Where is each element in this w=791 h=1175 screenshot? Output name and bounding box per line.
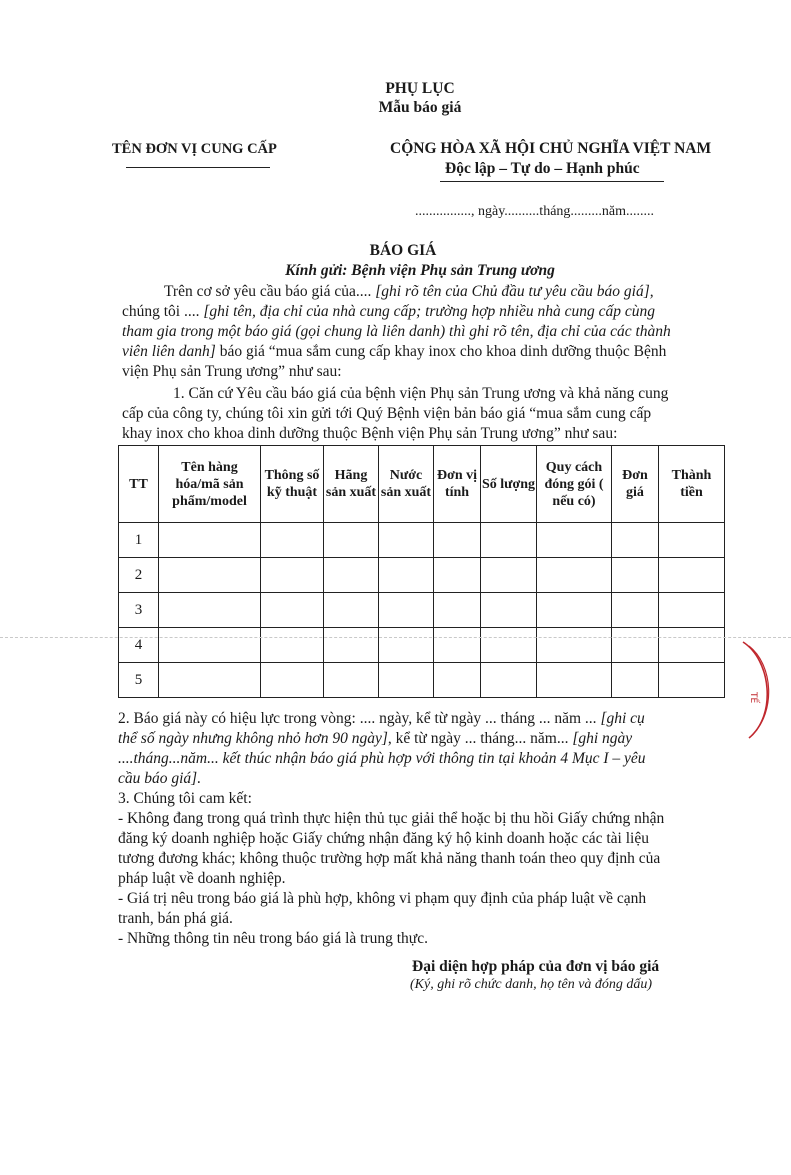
- cell-total[interactable]: [659, 593, 725, 628]
- document-title: BÁO GIÁ: [369, 242, 437, 259]
- header-product-name: Tên hàng hóa/mã sản phẩm/model: [159, 446, 261, 523]
- cell-unit[interactable]: [434, 558, 481, 593]
- cell-product[interactable]: [159, 523, 261, 558]
- cell-packaging[interactable]: [537, 628, 612, 663]
- motto-underline: [440, 181, 664, 182]
- cell-product[interactable]: [159, 663, 261, 698]
- country-name: CỘNG HÒA XÃ HỘI CHỦ NGHĨA VIỆT NAM: [390, 140, 712, 157]
- row-number: 4: [119, 628, 159, 663]
- header-unit-price: Đơn giá: [612, 446, 659, 523]
- cell-total[interactable]: [659, 558, 725, 593]
- cell-total[interactable]: [659, 663, 725, 698]
- table-row: [119, 628, 725, 663]
- table-row: [119, 593, 725, 628]
- appendix-title: PHỤ LỤC: [385, 80, 455, 97]
- cell-spec[interactable]: [261, 663, 324, 698]
- cell-quantity[interactable]: [481, 558, 537, 593]
- cell-total[interactable]: [659, 523, 725, 558]
- cell-product[interactable]: [159, 558, 261, 593]
- cell-unit[interactable]: [434, 593, 481, 628]
- cell-country[interactable]: [379, 628, 434, 663]
- header-total: Thành tiền: [659, 446, 725, 523]
- cell-unit[interactable]: [434, 628, 481, 663]
- cell-spec[interactable]: [261, 558, 324, 593]
- cell-packaging[interactable]: [537, 593, 612, 628]
- section2-line-2: thể số ngày nhưng không nhỏ hơn 90 ngày], kể từ ngày ... tháng... năm... [ghi ngày: [118, 730, 633, 747]
- intro-line-4: viên liên danh] báo giá “mua sắm cung cấp khay inox cho khoa dinh dưỡng thuộc Bệnh: [122, 343, 667, 360]
- signature-title: Đại diện hợp pháp của đơn vị báo giá: [412, 958, 660, 975]
- header-packaging: Quy cách đóng gói ( nếu có): [537, 446, 612, 523]
- commitment-1-line-3: tương đương khác; không thuộc trường hợp mất khả năng thanh toán theo quy định của: [118, 850, 661, 867]
- commitment-2-line-1: - Giá trị nêu trong báo giá là phù hợp, không vi phạm quy định của pháp luật về cạnh: [118, 890, 647, 907]
- commitment-2-line-2: tranh, bán phá giá.: [118, 910, 233, 927]
- cell-country[interactable]: [379, 558, 434, 593]
- header-manufacturer: Hãng sản xuất: [324, 446, 379, 523]
- header-tt: TT: [119, 446, 159, 523]
- cell-manufacturer[interactable]: [324, 663, 379, 698]
- quotation-table: [118, 445, 725, 698]
- cell-packaging[interactable]: [537, 523, 612, 558]
- appendix-subtitle: Mẫu báo giá: [378, 99, 462, 116]
- commitment-1-line-2: đăng ký doanh nghiệp hoặc Giấy chứng nhận đăng ký hộ kinh doanh hoặc các tài liệu: [118, 830, 649, 847]
- cell-country[interactable]: [379, 663, 434, 698]
- cell-packaging[interactable]: [537, 558, 612, 593]
- scan-fold-line: [0, 637, 791, 638]
- cell-product[interactable]: [159, 593, 261, 628]
- intro-line-3: tham gia trong một báo giá (gọi chung là liên danh) thì ghi rõ tên, địa chỉ của các thành: [122, 323, 671, 340]
- table-row: [119, 558, 725, 593]
- cell-unit-price[interactable]: [612, 628, 659, 663]
- cell-unit-price[interactable]: [612, 523, 659, 558]
- cell-unit-price[interactable]: [612, 593, 659, 628]
- table-row: [119, 523, 725, 558]
- commitment-1-line-1: - Không đang trong quá trình thực hiện thủ tục giải thể hoặc bị thu hồi Giấy chứng nhận: [118, 810, 665, 827]
- cell-product[interactable]: [159, 628, 261, 663]
- cell-quantity[interactable]: [481, 628, 537, 663]
- row-number: 3: [119, 593, 159, 628]
- signature-note: (Ký, ghi rõ chức danh, họ tên và đóng dấu): [410, 977, 653, 992]
- cell-packaging[interactable]: [537, 663, 612, 698]
- motto: Độc lập – Tự do – Hạnh phúc: [445, 160, 640, 177]
- stamp-text: TẾ: [748, 692, 758, 704]
- cell-country[interactable]: [379, 593, 434, 628]
- table-header-row: [119, 446, 725, 523]
- section2-line-3: ....tháng...năm... kết thúc nhận báo giá phù hợp với thông tin tại khoản 4 Mục I – yêu: [118, 750, 646, 767]
- cell-quantity[interactable]: [481, 523, 537, 558]
- header-unit: Đơn vị tính: [434, 446, 481, 523]
- supplier-label: TÊN ĐƠN VỊ CUNG CẤP: [112, 141, 277, 157]
- section2-line-1: 2. Báo giá này có hiệu lực trong vòng: .... ngày, kể từ ngày ... tháng ... năm ... [ghi cụ: [118, 710, 645, 727]
- supplier-underline: [126, 167, 270, 168]
- header-country-of-origin: Nước sản xuất: [379, 446, 434, 523]
- cell-quantity[interactable]: [481, 593, 537, 628]
- row-number: 2: [119, 558, 159, 593]
- section1-line-1: 1. Căn cứ Yêu cầu báo giá của bệnh viện Phụ sản Trung ương và khả năng cung: [173, 385, 669, 402]
- header-quantity: Số lượng: [481, 446, 537, 523]
- cell-unit[interactable]: [434, 523, 481, 558]
- cell-quantity[interactable]: [481, 663, 537, 698]
- cell-spec[interactable]: [261, 593, 324, 628]
- date-line: ................, ngày..........tháng.........năm........: [415, 204, 655, 219]
- intro-line-5: viện Phụ sản Trung ương” như sau:: [122, 363, 342, 380]
- cell-unit-price[interactable]: [612, 663, 659, 698]
- recipient-line: Kính gửi: Bệnh viện Phụ sản Trung ương: [285, 262, 555, 279]
- header-specifications: Thông số kỹ thuật: [261, 446, 324, 523]
- cell-unit-price[interactable]: [612, 558, 659, 593]
- intro-line-1: Trên cơ sở yêu cầu báo giá của.... [ghi rõ tên của Chủ đầu tư yêu cầu báo giá],: [164, 283, 654, 300]
- cell-manufacturer[interactable]: [324, 593, 379, 628]
- commitment-3: - Những thông tin nêu trong báo giá là trung thực.: [118, 930, 428, 947]
- section3-title: 3. Chúng tôi cam kết:: [118, 790, 252, 807]
- commitment-1-line-4: pháp luật về doanh nghiệp.: [118, 870, 286, 887]
- row-number: 1: [119, 523, 159, 558]
- section1-line-3: khay inox cho khoa dinh dưỡng thuộc Bệnh viện Phụ sản Trung ương” như sau:: [122, 425, 618, 442]
- table-row: [119, 663, 725, 698]
- cell-unit[interactable]: [434, 663, 481, 698]
- cell-manufacturer[interactable]: [324, 558, 379, 593]
- red-stamp: [741, 640, 781, 740]
- section2-line-4: cầu báo giá].: [118, 770, 202, 787]
- cell-manufacturer[interactable]: [324, 523, 379, 558]
- cell-spec[interactable]: [261, 523, 324, 558]
- cell-manufacturer[interactable]: [324, 628, 379, 663]
- cell-country[interactable]: [379, 523, 434, 558]
- intro-line-2: chúng tôi .... [ghi tên, địa chỉ của nhà cung cấp; trường hợp nhiều nhà cung cấp cùng: [122, 303, 655, 320]
- cell-total[interactable]: [659, 628, 725, 663]
- row-number: 5: [119, 663, 159, 698]
- cell-spec[interactable]: [261, 628, 324, 663]
- section1-line-2: cấp của công ty, chúng tôi xin gửi tới Quý Bệnh viện bản báo giá “mua sắm cung cấp: [122, 405, 652, 422]
